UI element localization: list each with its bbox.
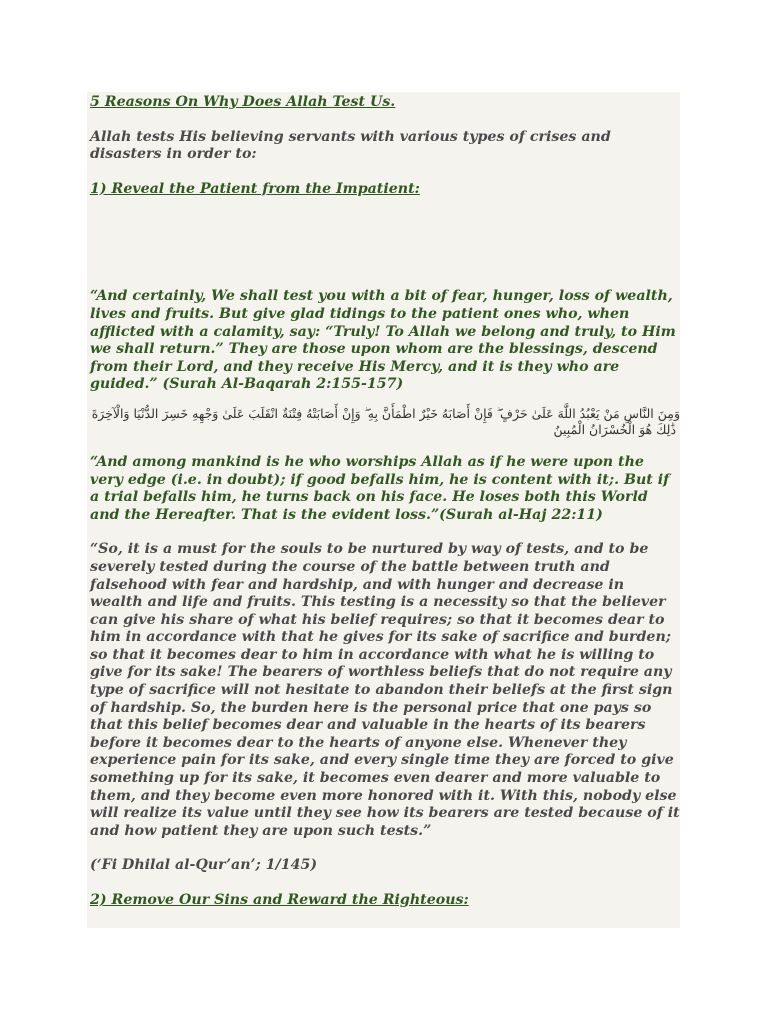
document-title: 5 Reasons On Why Does Allah Test Us.: [90, 94, 396, 110]
arabic-verse: وَمِنَ النَّاسِ مَنْ يَعْبُدُ اللَّهَ عَلَىٰ حَرْفٍ ۖ فَإِنْ أَصَابَهُ خَيْرٌ اطْمَأَنَّ بِهِ ۖ وَإِنْ أَصَابَتْهُ فِتْنَةٌ انْقَلَبَ عَلَىٰ وَجْهِهِ خَسِرَ الدُّنْيَا وَالْآخِرَةَ ۚ ذَٰلِكَ هُوَ الْخُسْرَانُ الْمُبِينُ: [91, 405, 680, 437]
document-page: [87, 92, 680, 928]
section-2-heading: 2) Remove Our Sins and Reward the Righteous:: [90, 892, 469, 908]
document-content: [90, 92, 680, 910]
quran-quote-hajj: “And among mankind is he who worships Allah as if he were upon the very edge (i.e. in doubt); if good befalls him, he is content with it;. But if a trial befalls him, he turns back on his face. He loses both this World and the Hereafter. That is the evident loss.”(Surah al-Haj 22:11): [90, 453, 670, 523]
section-1-heading: 1) Reveal the Patient from the Impatient:: [90, 180, 420, 197]
intro-paragraph: Allah tests His believing servants with various types of crises and disasters in order to:: [90, 128, 611, 163]
tafsir-quote: “So, it is a must for the souls to be nurtured by way of tests, and to be severely tested during the course of the battle between truth and falsehood with fear and hardship, and with hunger and decrease in wealth and life and fruits. This testing is a necessity so that the believer can give his share of what his belief requires; so that it becomes dear to him in accordance with that he gives for its sake of sacrifice and burden; so that it becomes dear to him in accordance with what he is willing to give for its sake! The bearers of worthless beliefs that do not require any type of sacrifice will not hesitate to abandon their beliefs at the first sign of hardship. So, the burden here is the personal price that one pays so that this belief becomes dear and valuable in the hearts of its bearers before it becomes dear to the hearts of anyone else. Whenever they experience pain for its sake, and every single time they are forced to give something up for its sake, it becomes even dearer and more valuable to them, and they become even more honored with it. With this, nobody else will realize its value until they see how its bearers are tested because of it and how patient they are upon such tests.”: [90, 541, 680, 839]
quran-quote-baqarah: “And certainly, We shall test you with a bit of fear, hunger, loss of wealth, lives and fruits. But give glad tidings to the patient ones who, when afflicted with a calamity, say: “Truly! To Allah we belong and truly, to Him we shall return.” They are those upon whom are the blessings, descend from their Lord, and they receive His Mercy, and it is they who are guided.” (Surah Al-Baqarah 2:155-157): [90, 288, 676, 393]
tafsir-citation: (‘Fi Dhilal al-Qur’an’; 1/145): [90, 857, 318, 874]
